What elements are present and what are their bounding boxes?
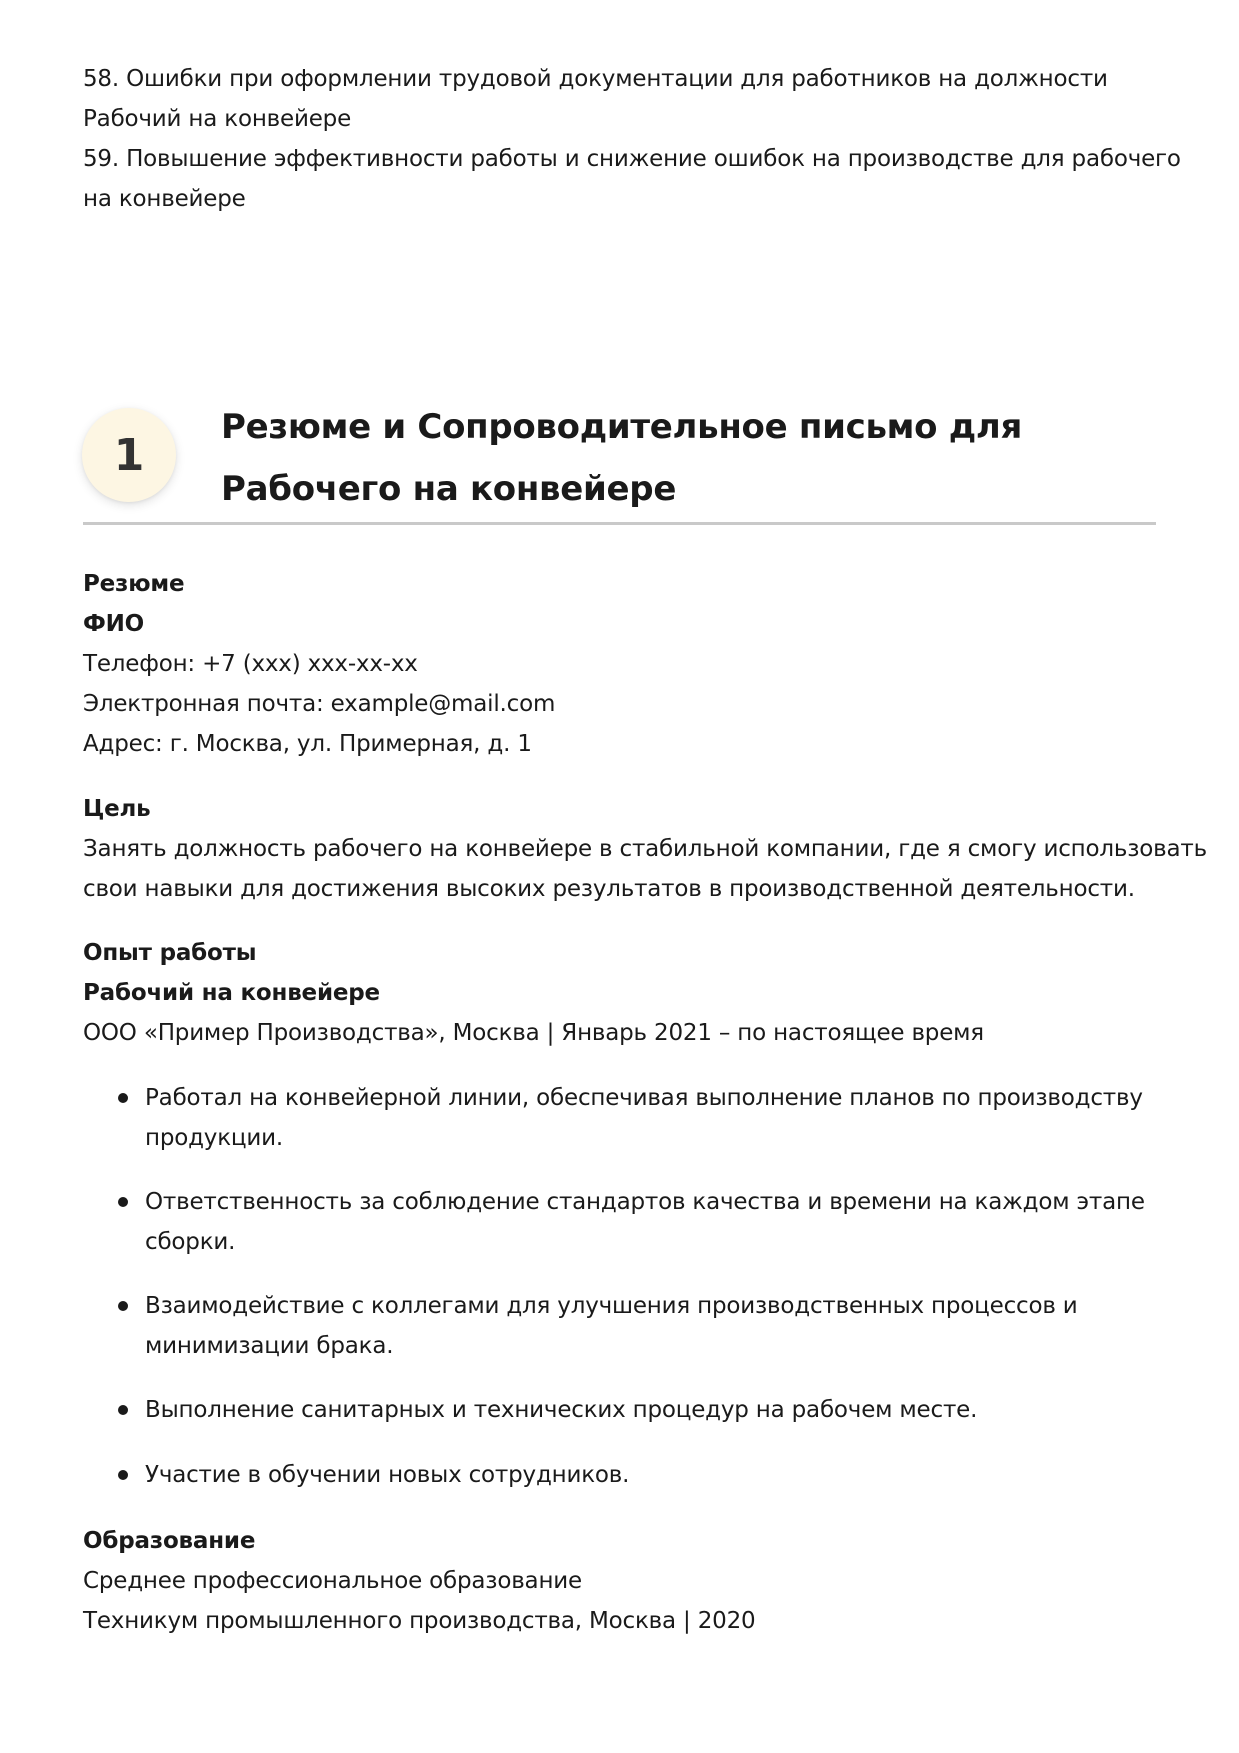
list-item-59-line-1: 59. Повышение эффективности работы и снижение ошибок на производстве для рабочего [83,146,1181,172]
goal-heading: Цель [83,796,151,822]
chapter-title-line-1: Резюме и Сопроводительное письмо для [221,407,1023,447]
duty-3-line-2: минимизации брака. [145,1333,394,1359]
duty-2-line-1: Ответственность за соблюдение стандартов качества и времени на каждом этапе [145,1189,1145,1215]
experience-position: Рабочий на конвейере [83,980,380,1006]
bullet-icon [118,1301,128,1311]
duty-1-line-1: Работал на конвейерной линии, обеспечивая выполнение планов по производству [145,1085,1143,1111]
chapter-title [221,396,1151,520]
experience-heading: Опыт работы [83,940,257,966]
resume-email: Электронная почта: example@mail.com [83,691,556,717]
resume-address: Адрес: г. Москва, ул. Примерная, д. 1 [83,731,532,757]
chapter-title-line-2: Рабочего на конвейере [221,469,677,509]
resume-name: ФИО [83,611,145,637]
bullet-icon [118,1197,128,1207]
list-item-59-line-2: на конвейере [83,186,246,212]
duty-2-line-2: сборки. [145,1229,236,1255]
duty-4-line-1: Выполнение санитарных и технических процедур на рабочем месте. [145,1397,978,1423]
resume-phone: Телефон: +7 (xxx) xxx-xx-xx [83,651,418,677]
experience-company: ООО «Пример Производства», Москва | Январь 2021 – по настоящее время [83,1020,984,1046]
resume-contacts [83,564,1163,764]
duty-5-line-1: Участие в обучении новых сотрудников. [145,1462,630,1488]
goal-text-line-2: свои навыки для достижения высоких результатов в производственной деятельности. [83,876,1135,902]
topic-list [83,59,1181,219]
resume-experience [83,933,1163,1053]
duty-1-line-2: продукции. [145,1125,283,1151]
chapter-divider [83,522,1156,525]
resume-heading: Резюме [83,571,185,597]
education-heading: Образование [83,1528,256,1554]
duty-3-line-1: Взаимодействие с коллегами для улучшения производственных процессов и [145,1293,1078,1319]
resume-education [83,1521,1163,1641]
education-level: Среднее профессиональное образование [83,1568,582,1594]
goal-text-line-1: Занять должность рабочего на конвейере в стабильной компании, где я смогу использовать [83,836,1207,862]
list-item-58-line-1: 58. Ошибки при оформлении трудовой документации для работников на должности [83,66,1108,92]
bullet-icon [118,1405,128,1415]
education-institution: Техникум промышленного производства, Москва | 2020 [83,1608,756,1634]
resume-goal [83,789,1207,909]
chapter-number-badge: 1 [82,408,176,502]
bullet-icon [118,1093,128,1103]
bullet-icon [118,1470,128,1480]
list-item-58-line-2: Рабочий на конвейере [83,106,352,132]
